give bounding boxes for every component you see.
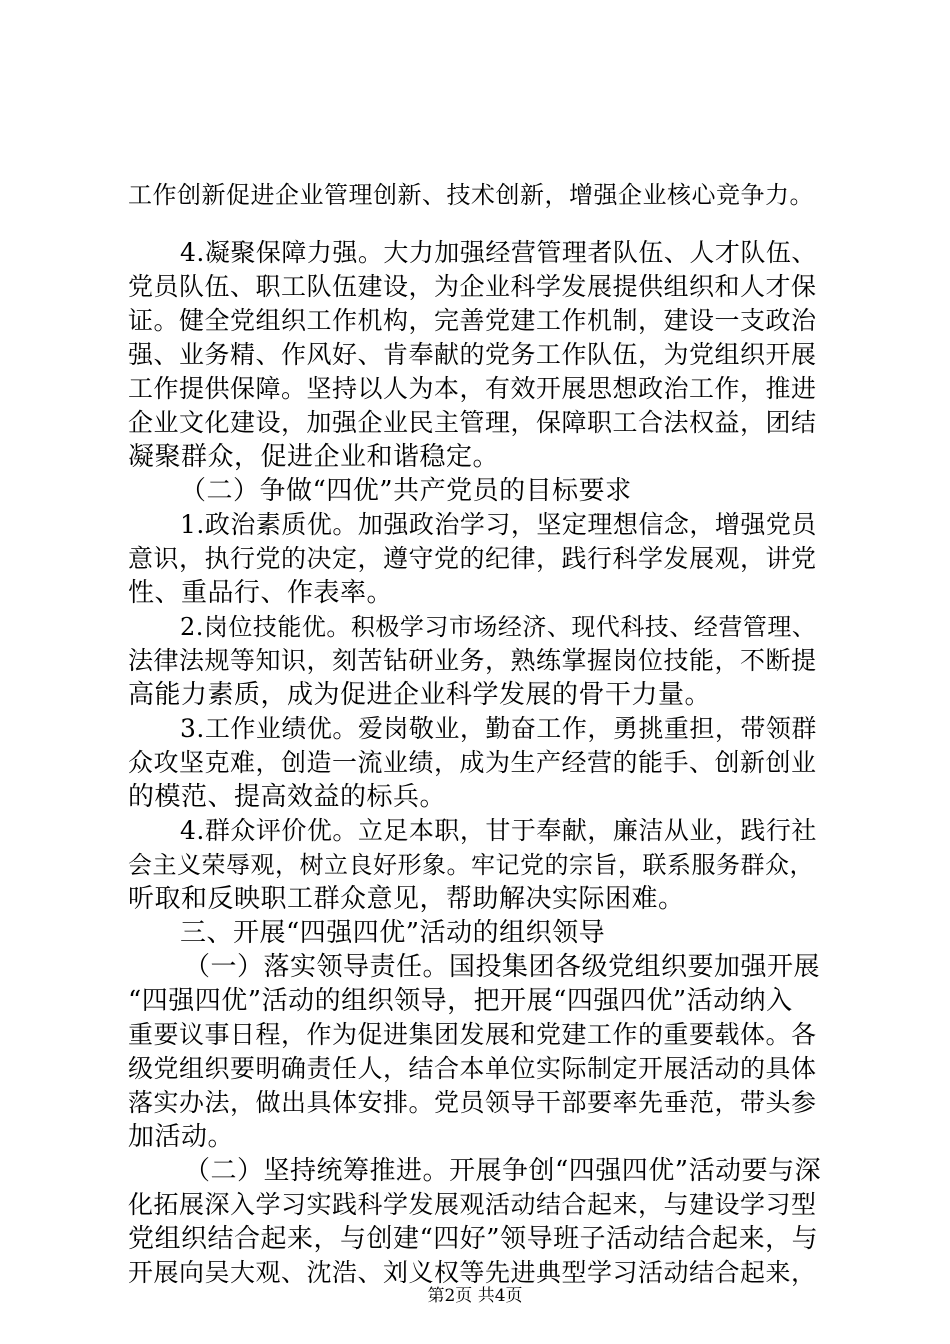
text-line: 2.岗位技能优。积极学习市场经济、现代科技、经营管理、 (180, 613, 817, 641)
text-line: 众攻坚克难，创造一流业绩，成为生产经营的能手、创新创业 (128, 748, 817, 777)
text-line: 法律法规等知识，刻苦钻研业务，熟练掌握岗位技能，不断提 (128, 646, 817, 675)
text-line: 1.政治素质优。加强政治学习，坚定理想信念，增强党员 (180, 510, 817, 539)
text-line: 性、重品行、作表率。 (128, 578, 394, 608)
text-line: 化拓展深入学习实践科学发展观活动结合起来，与建设学习型 (128, 1190, 817, 1219)
text-line: （二）坚持统筹推进。开展争创“四强四优”活动要与深 (184, 1156, 822, 1186)
text-line: 党员队伍、职工队伍建设，为企业科学发展提供组织和人才保 (128, 272, 817, 301)
text-line: 工作创新促进企业管理创新、技术创新，增强企业核心竞争力。 (128, 181, 814, 209)
text-line: 4.群众评价优。立足本职，甘于奉献，廉洁从业，践行社 (180, 816, 817, 845)
text-line: 工作提供保障。坚持以人为本，有效开展思想政治工作，推进 (128, 374, 817, 403)
text-line: 级党组织要明确责任人，结合本单位实际制定开展活动的具体 (128, 1054, 817, 1083)
text-line: 意识，执行党的决定，遵守党的纪律，践行科学发展观，讲党 (128, 544, 817, 573)
text-line: 的模范、提高效益的标兵。 (128, 782, 447, 812)
text-line: 4.凝聚保障力强。大力加强经营管理者队伍、人才队伍、 (180, 238, 817, 267)
text-line: 强、业务精、作风好、肯奉献的党务工作队伍，为党组织开展 (128, 340, 817, 369)
text-line: 证。健全党组织工作机构，完善党建工作机制，建设一支政治 (128, 306, 817, 335)
text-line: 落实办法，做出具体安排。党员领导干部要率先垂范，带头参 (128, 1088, 817, 1117)
text-line: 开展向吴大观、沈浩、刘义权等先进典型学习活动结合起来， (128, 1258, 817, 1287)
text-line: 会主义荣辱观，树立良好形象。牢记党的宗旨，联系服务群众， (128, 851, 814, 879)
text-line: 重要议事日程，作为促进集团发展和党建工作的重要载体。各 (128, 1020, 817, 1049)
section-heading: （二）争做“四优”共产党员的目标要求 (180, 476, 632, 506)
text-line: 党组织结合起来，与创建“四好”领导班子活动结合起来，与 (128, 1224, 819, 1254)
text-line: 听取和反映职工群众意见，帮助解决实际困难。 (128, 884, 685, 914)
section-heading: 三、开展“四强四优”活动的组织领导 (180, 918, 606, 948)
text-line: （一）落实领导责任。国投集团各级党组织要加强开展 (184, 952, 821, 982)
text-line: 3.工作业绩优。爱岗敬业，勤奋工作，勇挑重担，带领群 (180, 714, 817, 743)
text-line: “四强四优”活动的组织领导，把开展“四强四优”活动纳入 (128, 986, 793, 1016)
text-line: 加活动。 (128, 1122, 235, 1152)
text-line: 凝聚群众，促进企业和谐稳定。 (128, 442, 500, 472)
page-number: 第2页 共4页 (427, 1286, 523, 1306)
text-line: 企业文化建设，加强企业民主管理，保障职工合法权益，团结 (128, 408, 817, 437)
text-line: 高能力素质，成为促进企业科学发展的骨干力量。 (128, 680, 712, 710)
